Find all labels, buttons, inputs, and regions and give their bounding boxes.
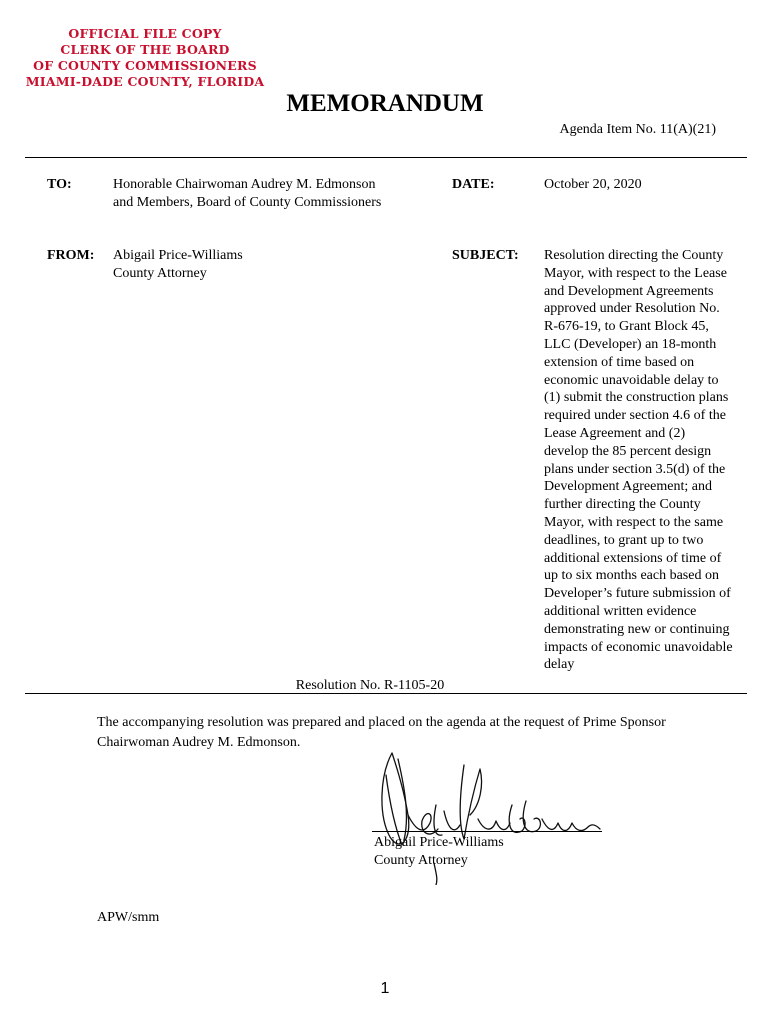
from-line: County Attorney xyxy=(113,265,207,281)
memo-title: MEMORANDUM xyxy=(286,90,484,117)
stamp-line: OF COUNTY COMMISSIONERS xyxy=(33,58,257,73)
to-line: Honorable Chairwoman Audrey M. Edmonson xyxy=(113,177,376,192)
subject-line: extension of time based on xyxy=(544,354,695,370)
official-file-copy-stamp xyxy=(20,26,270,90)
stamp-line: CLERK OF THE BOARD xyxy=(60,42,230,57)
subject-line: develop the 85 percent design xyxy=(544,443,712,459)
resolution-number: Resolution No. R-1105-20 xyxy=(295,678,445,693)
stamp-line: MIAMI-DADE COUNTY, FLORIDA xyxy=(25,74,265,89)
date-label: DATE: xyxy=(452,177,495,192)
subject-line: up to six months each based on xyxy=(544,568,719,584)
signature-line xyxy=(372,831,602,832)
subject-line: required under section 4.6 of the xyxy=(544,408,726,424)
from-label: FROM: xyxy=(47,248,95,263)
subject-line: Resolution directing the County xyxy=(544,248,724,263)
to-label: TO: xyxy=(47,177,72,192)
subject-line: Lease Agreement and (2) xyxy=(544,425,686,441)
signatory-block xyxy=(374,834,504,870)
subject-line: deadlines, to grant up to two xyxy=(544,532,704,548)
subject-line: LLC (Developer) an 18-month xyxy=(544,336,717,352)
subject-line: approved under Resolution No. xyxy=(544,301,720,317)
body-line: The accompanying resolution was prepared and placed on the agenda at the request of Prime Sponsor xyxy=(97,715,666,730)
subject-line: Development Agreement; and xyxy=(544,479,712,495)
subject-line: R-676-19, to Grant Block 45, xyxy=(544,319,709,335)
agenda-item-number: Agenda Item No. 11(A)(21) xyxy=(559,122,716,137)
header-divider xyxy=(25,157,747,158)
author-initials: APW/smm xyxy=(97,910,160,925)
signatory-name: Abigail Price-Williams xyxy=(374,835,504,850)
stamp-line: OFFICIAL FILE COPY xyxy=(68,26,222,41)
subject-line: demonstrating new or continuing xyxy=(544,621,730,637)
date-value: October 20, 2020 xyxy=(544,177,642,192)
to-line: and Members, Board of County Commissioners xyxy=(113,194,382,210)
from-line: Abigail Price-Williams xyxy=(113,248,243,263)
body-divider xyxy=(25,693,747,694)
subject-line: Developer’s future submission of xyxy=(544,586,731,602)
body-line: Chairwoman Audrey M. Edmonson. xyxy=(97,735,301,750)
signatory-title: County Attorney xyxy=(374,853,468,868)
page-number: 1 xyxy=(380,980,390,997)
subject-label: SUBJECT: xyxy=(452,248,519,263)
subject-line: impacts of economic unavoidable xyxy=(544,639,733,655)
subject-text xyxy=(544,247,733,674)
subject-line: (1) submit the construction plans xyxy=(544,390,729,406)
to-recipients xyxy=(113,176,381,212)
subject-line: and Development Agreements xyxy=(544,283,714,299)
subject-line: additional written evidence xyxy=(544,603,697,619)
subject-line: plans under section 3.5(d) of the xyxy=(544,461,726,477)
subject-line: additional extensions of time of xyxy=(544,550,722,566)
subject-line: Mayor, with respect to the same xyxy=(544,514,724,530)
subject-line: economic unavoidable delay to xyxy=(544,372,719,388)
subject-line: delay xyxy=(544,657,575,673)
from-sender xyxy=(113,247,243,283)
subject-line: further directing the County xyxy=(544,497,701,513)
subject-line: Mayor, with respect to the Lease xyxy=(544,265,727,281)
